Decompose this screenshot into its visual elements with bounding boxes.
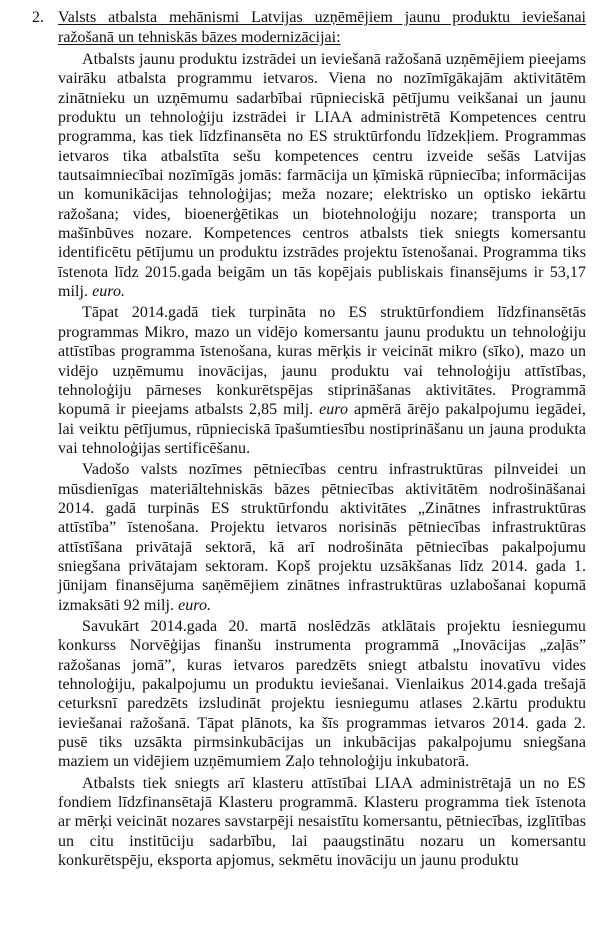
currency-unit: euro. bbox=[92, 283, 126, 301]
paragraph-science-infrastructure bbox=[58, 460, 586, 615]
paragraph-text: Atbalsts jaunu produktu izstrādei un ieviešanā ražošanā uzņēmējiem pieejams vairāku atbalsta programmu ietvaros. Viena no nozīmīgākajām aktivitātēm zinātnieku un uzņēmumu sadarbībai rūpnieciskā pētījumu veikšanai un jaunu produktu un tehnoloģiju izstrādei ir LIAA administrētā Kompetences centru programma, kas tiek līdzfinansēta no ES struktūrfondu līdzekļiem. Programmas ietvaros tika atbalstīta sešu kompetences centru izveide sešās Latvijas tautsaimniecībai nozīmīgās jomās: farmācija un ķīmiskā rūpniecība; informācijas un komunikācijas tehnoloģijas; meža nozare; elektrisko un optisko iekārtu ražošana; vides, bioenerģētikas un biotehnoloģiju nozare; transporta un mašīnbūves nozare. Kompetences centros atbalsts tiek sniegts komersantu identificētu pētījumu un produktu izstrādes projektu īstenošanai. Programma tiks īstenota līdz 2015.gada beigām un tās kopējais publiskais finansējums ir 53,17 milj. bbox=[58, 51, 586, 301]
paragraph-text: Tāpat 2014.gadā tiek turpināta no ES struktūrfondiem līdzfinansētās programmas Mikro, mazo un vidējo komersantu jaunu produktu un tehnoloģiju attīstības programma īstenošana, kuras mērķis ir veicināt mikro (sīko), mazo un vidējo uzņēmumu inovācijas, jaunu produktu vai tehnoloģiju attīstības, tehnoloģiju pārneses konkurētspējas stiprināšanas aktivitātes. Programmā kopumā ir pieejams atbalsts 2,85 milj. bbox=[58, 304, 586, 419]
currency-unit: euro. bbox=[178, 596, 212, 614]
paragraph-text: Atbalsts tiek sniegts arī klasteru attīstībai LIAA administrētajā un no ES fondiem līdzfinansētajā Klasteru programmā. Klasteru programma tiek īstenota ar mērķi veicināt nozares savstarpēji nesaistītu komersantu, pētniecības, izglītības un citu institūciju sadarbību, lai paaugstinātu nozaru un komersantu konkurētspēju, eksporta apjomus, sekmētu inovāciju un jaunu produktu bbox=[58, 774, 586, 870]
paragraph-text-continued: apmērā ārējo pakalpojumu iegādei, lai veiktu pētījumus, rūpnieciskā īpašumtiesību nostiprināšanu un jauna produkta vai tehnoloģijas sertificēšanu. bbox=[58, 401, 586, 457]
currency-unit: euro bbox=[319, 401, 349, 419]
section-heading bbox=[32, 8, 586, 47]
section-number: 2. bbox=[32, 9, 44, 26]
section-heading-text: Valsts atbalsta mehānismi Latvijas uzņēmējiem jaunu produktu ieviešanai ražošanā un tehniskās bāzes modernizācijai: bbox=[58, 9, 586, 46]
paragraph-text: Savukārt 2014.gada 20. martā noslēdzās atklātais projektu iesniegumu konkurss Norvēģijas finanšu instrumenta programmā „Inovācijas „zaļās” ražošanas jomā”, kuras ietvaros paredzēts sniegt atbalstu inovatīvu vides tehnoloģiju, pakalpojumu un produktu ieviešanai. Vienlaikus 2014.gada trešajā ceturksnī paredzēts izsludināt projektu iesniegumu atlases 2.kārtu produktu ieviešanai ražošanā. Tāpat plānots, ka šīs programmas ietvaros 2014. gada 2. pusē tiks uzsākta pirmsinkubācijas un inkubācijas pakalpojumu sniegšana maziem un vidējiem uzņēmumiem Zaļo tehnoloģiju inkubatorā. bbox=[58, 617, 586, 771]
paragraph-norway-green-innovation bbox=[58, 617, 586, 772]
paragraph-competence-centres bbox=[58, 50, 586, 301]
paragraph-text: Vadošo valsts nozīmes pētniecības centru infrastruktūras pilnveidei un mūsdienīgas materiāltehniskās bāzes pētniecības aktivitātēm nodrošināšanai 2014. gadā turpinās ES struktūrfondu aktivitātes „Zinātnes infrastruktūras attīstība” īstenošana. Projektu ietvaros norisinās pētniecības infrastruktūras attīstīšana privātajā sektorā, kā arī nodrošināta pētniecības pakalpojumu sniegšana privātajam sektoram. Kopš projektu uzsākšanas līdz 2014. gada 1. jūnijam finansējuma saņēmējiem zinātnes infrastruktūras uzlabošanai kopumā izmaksāti 92 milj. bbox=[58, 461, 586, 614]
paragraph-mikro-programme bbox=[58, 303, 586, 458]
paragraph-cluster-programme bbox=[58, 774, 586, 871]
